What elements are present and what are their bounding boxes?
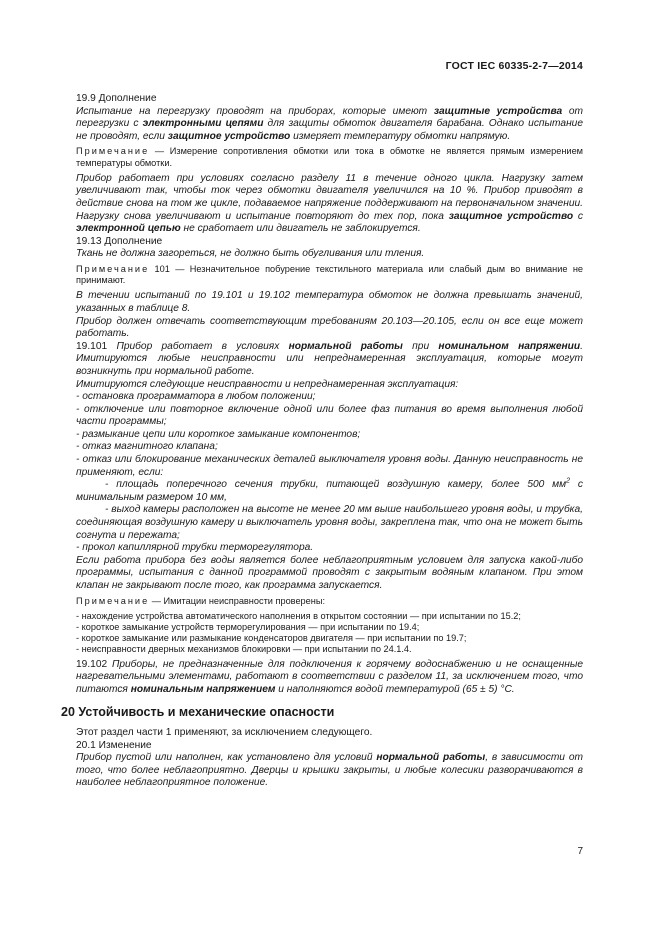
note-list-item: - короткое замыкание или размыкание конденсаторов двигателя — при испытании по 19.7; [76, 633, 467, 644]
clause-19-101-list-intro: Имитируются следующие неисправности и непреднамеренная эксплуатация: [76, 378, 459, 390]
list-item: - прокол капиллярной трубки терморегулятора. [76, 542, 314, 554]
clause-19-13-requirements: Прибор должен отвечать соответствующим требованиям 20.103—20.105, если он все еще может работать. [76, 315, 583, 340]
clause-20-1-text: Прибор пустой или наполнен, как установлено для условий нормальной работы, в зависимости от того, что более неблагоприятно. Дверцы и крышки закрыты, и любые колесики разворачиваются в наиболее неблагоприятное положение. [76, 752, 583, 789]
sub-list-item: - выход камеры расположен на высоте не менее 20 мм выше наибольшего уровня воды, и трубка, соединяющая воздушную камеру и выключатель уровня воды, закреплена так, что она не может быть согнута и пережата; [76, 504, 583, 541]
clause-20-1-title: 20.1 Изменение [76, 739, 152, 751]
document-body [61, 93, 584, 790]
list-item: - отказ магнитного клапана; [76, 441, 218, 453]
document-header: ГОСТ IEC 60335-2-7—2014 [445, 60, 583, 72]
clause-19-9-text: Испытание на перегрузку проводят на приборах, которые имеют защитные устройства от перегрузки с электронными цепями для защиты обмоток двигателя барабана. Однако испытание не проводят, если защитное устройство измеряет температуру обмотки напрямую. [76, 105, 584, 142]
clause-19-13-text: Ткань не должна загореться, не должно быть обугливания или тления. [76, 248, 425, 260]
clause-19-13-temperature: В течении испытаний по 19.101 и 19.102 температура обмоток не должна превышать значений, указанных в таблице 8. [76, 290, 583, 314]
section-20-title: 20 Устойчивость и механические опасности [61, 705, 335, 720]
section-20-intro: Этот раздел части 1 применяют, за исключением следующего. [76, 726, 373, 738]
page-number: 7 [577, 846, 583, 857]
sub-list-item: - площадь поперечного сечения трубки, питающей воздушную камеру, более 500 $мм^2$ с минимальным размером 10 мм, [76, 477, 583, 503]
clause-19-9-test: Прибор работает при условиях согласно разделу 11 в течение одного цикла. Нагрузку затем увеличивают так, чтобы ток через обмотки двигателя увеличился на 10 %. Прибор приводят в действие снова на том же цикле, подаваемое напряжение поддерживают на первоначальном значении. Нагрузку снова увеличивают и испытание повторяют до тех пор, пока защитное устройство с электронной цепью не сработает или двигатель не заблокируется. [76, 172, 583, 235]
note-19-101: Примечание — Имитации неисправности проверены: [76, 595, 326, 606]
clause-19-101-text: 19.101 Прибор работает в условиях нормальной работы при номинальном напряжении. Имитируются любые неисправности или непреднамеренная эксплуатация, которые могут возникнуть при нормальной работе. [76, 340, 583, 377]
list-item: - отказ или блокирование механических деталей выключателя уровня воды. Данную неисправность не применяют, если: [76, 454, 583, 478]
clause-19-9-title: 19.9 Дополнение [76, 93, 157, 104]
list-item: - остановка программатора в любом положении; [76, 391, 316, 403]
note-list-item: - нахождение устройства автоматического наполнения в открытом состоянии — при испытании по 15.2; [76, 610, 521, 621]
clause-19-102-text: 19.102 Приборы, не предназначенные для подключения к горячему водоснабжению и не оснащенные нагревательными элементами, работают в соответствии с разделом 11, за исключением того, что питаются номинальным напряжением и наполняются водой температурой (65 ± 5) °С. [76, 658, 583, 695]
list-item: - размыкание цепи или короткое замыкание компонентов; [76, 428, 361, 440]
note-list-item: - короткое замыкание устройств терморегулирования — при испытании по 19.4; [76, 622, 420, 632]
clause-19-101-dry-run: Если работа прибора без воды является более неблагоприятным условием для запуска какой-либо программы, испытания с данной программой проводят с закрытым водяным клапаном. При этом клапан не закрывают после того, как программа запускается. [76, 554, 583, 591]
list-item: - отключение или повторное включение одной или более фаз питания во время выполнения любой части программы; [76, 403, 583, 428]
clause-19-13-title: 19.13 Дополнение [76, 235, 163, 247]
note-list-item: - неисправности дверных механизмов блокировки — при испытании по 24.1.4. [76, 644, 412, 655]
note-19-13: Примечание 101 — Незначительное побурение текстильного материала или слабый дым во внимание не принимают. [76, 263, 583, 286]
note-19-9: Примечание — Измерение сопротивления обмотки или тока в обмотке не является прямым измерением температуры обмотки. [76, 146, 583, 168]
